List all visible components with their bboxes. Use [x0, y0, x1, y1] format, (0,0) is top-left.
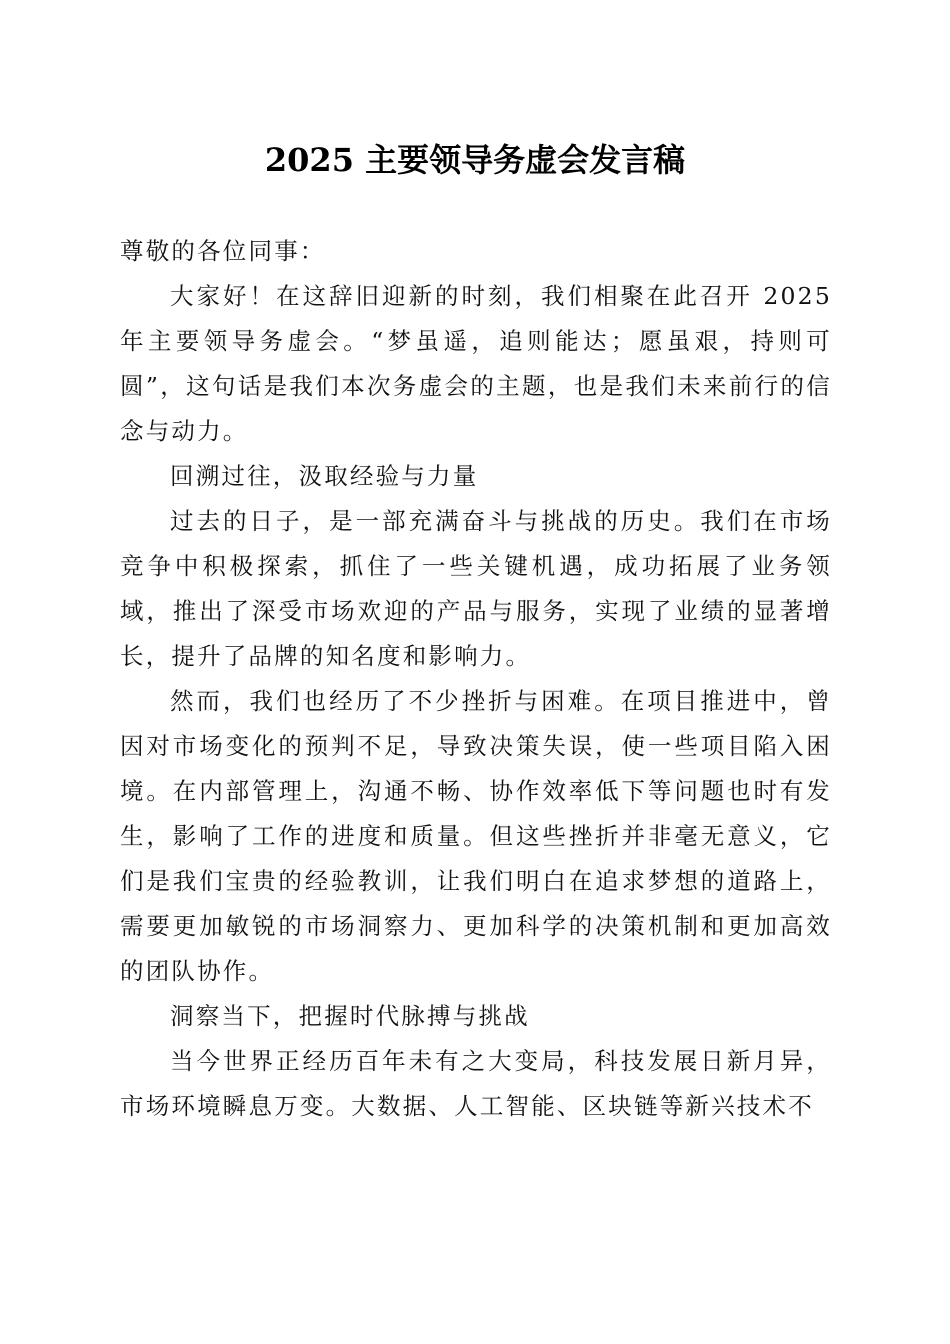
- paragraph-past-setbacks: 然而，我们也经历了不少挫折与困难。在项目推进中，曾因对市场变化的预判不足，导致决策失误，使一些项目陷入困境。在内部管理上，沟通不畅、协作效率低下等问题也时有发生，影响了工作的进度和质量。但这些挫折并非毫无意义，它们是我们宝贵的经验教训，让我们明白在追求梦想的道路上，需要更加敏锐的市场洞察力、更加科学的决策机制和更加高效的团队协作。: [120, 687, 832, 985]
- document-title: 2025 主要领导务虚会发言稿: [264, 141, 686, 179]
- paragraph-present-changes: 当今世界正经历百年未有之大变局，科技发展日新月异，市场环境瞬息万变。大数据、人工智能、区块链等新兴技术不: [120, 1047, 832, 1120]
- section-heading-review-past: 回溯过往，汲取经验与力量: [170, 462, 479, 490]
- document-body: [120, 229, 832, 1129]
- salutation: 尊敬的各位同事：: [120, 237, 326, 265]
- paragraph-opening: 大家好！在这辞旧迎新的时刻，我们相聚在此召开 2025 年主要领导务虚会。“梦虽遥，追则能达；愿虽艰，持则可圆”，这句话是我们本次务虚会的主题，也是我们未来前行的信念与动力。: [120, 282, 832, 445]
- section-heading-present: 洞察当下，把握时代脉搏与挑战: [170, 1002, 530, 1030]
- paragraph-past-achievements: 过去的日子，是一部充满奋斗与挑战的历史。我们在市场竞争中积极探索，抓住了一些关键机遇，成功拓展了业务领域，推出了深受市场欢迎的产品与服务，实现了业绩的显著增长，提升了品牌的知名度和影响力。: [120, 507, 832, 670]
